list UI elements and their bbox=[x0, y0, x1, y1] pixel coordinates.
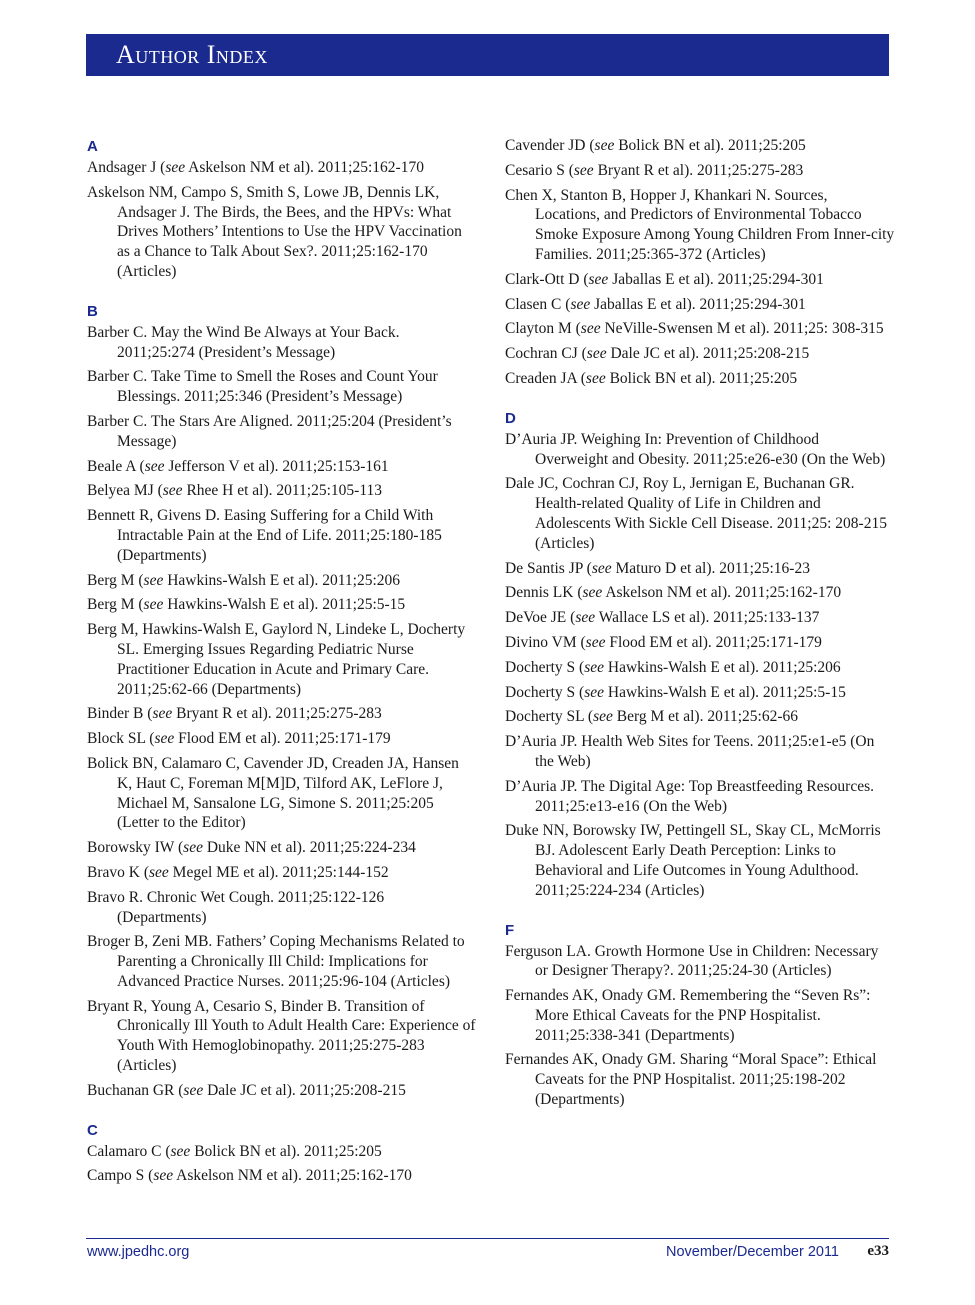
entry-text: Barber C. Take Time to Smell the Roses and Count Your Blessings. 2011;25:346 (President’s Message) bbox=[87, 368, 438, 406]
index-entry bbox=[87, 367, 477, 407]
entry-text: D’Auria JP. Health Web Sites for Teens. 2011;25:e1-e5 (On the Web) bbox=[505, 733, 875, 770]
see-reference: see bbox=[584, 683, 604, 701]
entry-text: Dale JC, Cochran CJ, Roy L, Jernigan E, Buchanan GR. Health-related Quality of Life in Children and Adolescents With Sickle Cell Disease. 2011;25: 208-215 (Articles) bbox=[505, 475, 887, 552]
index-entry bbox=[505, 430, 895, 470]
footer-website[interactable]: www.jpedhc.org bbox=[87, 1244, 190, 1260]
entry-citation: Jefferson V et al). 2011;25:153-161 bbox=[164, 457, 389, 475]
index-entry bbox=[505, 186, 895, 265]
footer-divider bbox=[86, 1238, 889, 1239]
see-reference: see bbox=[165, 159, 186, 176]
entry-citation: Flood EM et al). 2011;25:171-179 bbox=[605, 633, 822, 651]
entry-text: Bravo R. Chronic Wet Cough. 2011;25:122-126 (Departments) bbox=[87, 888, 385, 926]
index-entry bbox=[505, 777, 895, 817]
index-entry bbox=[505, 161, 895, 181]
index-entry bbox=[505, 732, 895, 772]
see-reference: see bbox=[573, 161, 594, 179]
index-entry bbox=[87, 571, 477, 591]
entry-citation: Askelson NM et al). 2011;25:162-170 bbox=[173, 1167, 412, 1185]
index-entry bbox=[505, 683, 895, 703]
index-entry bbox=[505, 319, 895, 339]
index-entry bbox=[505, 1050, 895, 1109]
entry-citation: NeVille-Swensen M et al). 2011;25: 308-315 bbox=[600, 320, 884, 338]
index-column-left bbox=[87, 136, 477, 1191]
entry-citation: Berg M et al). 2011;25:62-66 bbox=[612, 708, 799, 726]
see-reference: see bbox=[594, 137, 615, 154]
index-entry bbox=[505, 583, 895, 603]
see-reference: see bbox=[570, 295, 591, 313]
index-entry bbox=[505, 270, 895, 290]
entry-text: Creaden JA ( bbox=[505, 369, 586, 387]
entry-text: DeVoe JE ( bbox=[505, 609, 576, 627]
index-entry bbox=[87, 457, 477, 477]
section-gap bbox=[505, 906, 895, 920]
entry-text: Bolick BN, Calamaro C, Cavender JD, Creaden JA, Hansen K, Haut C, Foreman M[M]D, Tilford AK, LeFlore J, Michael M, Sansalone LG, Simone S. 2011;25:205 (Letter to the Editor) bbox=[87, 754, 459, 832]
entry-text: Berg M ( bbox=[87, 596, 144, 614]
see-reference: see bbox=[183, 1081, 204, 1099]
index-entry bbox=[87, 863, 477, 883]
index-entry bbox=[87, 620, 477, 699]
entry-citation: Wallace LS et al). 2011;25:133-137 bbox=[595, 609, 820, 627]
index-entry bbox=[505, 136, 895, 156]
see-reference: see bbox=[162, 482, 183, 500]
entry-citation: Rhee H et al). 2011;25:105-113 bbox=[182, 482, 383, 500]
section-letter: F bbox=[505, 921, 515, 939]
entry-text: Cochran CJ ( bbox=[505, 345, 587, 363]
see-reference: see bbox=[143, 571, 164, 589]
entry-text: Docherty S ( bbox=[505, 658, 585, 676]
entry-text: Duke NN, Borowsky IW, Pettingell SL, Skay CL, McMorris BJ. Adolescent Early Death Perception: Links to Behavioral and Life Outcomes in Young Adulthood. 2011;25:224-234 (Articles) bbox=[505, 822, 881, 899]
index-entry bbox=[87, 183, 477, 282]
entry-text: Berg M, Hawkins-Walsh E, Gaylord N, Lindeke L, Docherty SL. Emerging Issues Regarding Pediatric Nurse Practitioner Education in Acute and Primary Care. 2011;25:62-66 (Departments) bbox=[87, 621, 466, 698]
see-reference: see bbox=[584, 658, 604, 676]
index-entry bbox=[505, 608, 895, 628]
entry-citation: Askelson NM et al). 2011;25:162-170 bbox=[185, 159, 424, 176]
footer-issue-date: November/December 2011 bbox=[665, 1244, 839, 1260]
index-entry bbox=[505, 295, 895, 315]
entry-text: De Santis JP ( bbox=[505, 559, 592, 577]
entry-text: Divino VM ( bbox=[505, 633, 586, 651]
index-entry bbox=[505, 559, 895, 579]
entry-text: Belyea MJ ( bbox=[87, 482, 163, 500]
entry-citation: Duke NN et al). 2011;25:224-234 bbox=[202, 839, 416, 857]
entry-text: Cesario S ( bbox=[505, 161, 574, 179]
entry-text: Bennett R, Givens D. Easing Suffering for a Child With Intractable Pain at the End of Life. 2011;25:180-185 (Departments) bbox=[87, 507, 442, 564]
entry-text: Askelson NM, Campo S, Smith S, Lowe JB, Dennis LK, Andsager J. The Birds, the Bees, and the HPVs: What Drives Mothers’ Intentions to Use the HPV Vaccination as a Chance to Talk About Sex?. 2011;25:162-170 (Articles) bbox=[87, 183, 462, 280]
entry-citation: Hawkins-Walsh E et al). 2011;25:5-15 bbox=[604, 683, 846, 701]
entry-text: Bravo K ( bbox=[87, 863, 149, 881]
entry-text: Calamaro C ( bbox=[87, 1142, 171, 1160]
index-entry bbox=[505, 821, 895, 900]
index-entry bbox=[87, 754, 477, 833]
entry-text: Docherty S ( bbox=[505, 683, 585, 701]
entry-text: D’Auria JP. The Digital Age: Top Breastfeeding Resources. 2011;25:e13-e16 (On the Web) bbox=[505, 777, 874, 815]
entry-citation: Bolick BN et al). 2011;25:205 bbox=[190, 1142, 382, 1160]
entry-citation: Hawkins-Walsh E et al). 2011;25:206 bbox=[604, 658, 841, 676]
footer-page-number: e33 bbox=[867, 1243, 889, 1259]
index-entry bbox=[87, 997, 477, 1076]
see-reference: see bbox=[580, 320, 601, 338]
index-entry bbox=[87, 506, 477, 565]
entry-text: Block SL ( bbox=[87, 730, 155, 748]
index-entry bbox=[505, 344, 895, 364]
entry-text: Campo S ( bbox=[87, 1167, 154, 1185]
see-reference: see bbox=[144, 457, 165, 475]
entry-text: Dennis LK ( bbox=[505, 584, 583, 602]
index-entry bbox=[505, 474, 895, 553]
entry-text: Bryant R, Young A, Cesario S, Binder B. Transition of Chronically Ill Youth to Adult Health Care: Experience of Youth With Hemoglobinopathy. 2011;25:275-283 (Articles) bbox=[87, 997, 476, 1075]
entry-text: Andsager J ( bbox=[87, 159, 166, 176]
see-reference: see bbox=[586, 345, 607, 363]
entry-text: Fernandes AK, Onady GM. Sharing “Moral Space”: Ethical Caveats for the PNP Hospitalist. 2011;25:198-202 (Departments) bbox=[505, 1051, 877, 1109]
entry-citation: Dale JC et al). 2011;25:208-215 bbox=[606, 345, 810, 363]
entry-citation: Maturo D et al). 2011;25:16-23 bbox=[611, 559, 810, 577]
index-column-right bbox=[505, 136, 895, 1115]
entry-text: Barber C. May the Wind Be Always at Your Back. 2011;25:274 (President’s Message) bbox=[87, 323, 400, 361]
entry-citation: Megel ME et al). 2011;25:144-152 bbox=[168, 863, 389, 881]
index-entry bbox=[87, 888, 477, 928]
entry-text: Chen X, Stanton B, Hopper J, Khankari N. Sources, Locations, and Predictors of Environmental Tobacco Smoke Exposure Among Young Children From Inner-city Families. 2011;25:365-372 (Articles) bbox=[505, 186, 895, 263]
index-entry bbox=[87, 838, 477, 858]
index-entry bbox=[87, 412, 477, 452]
index-entry bbox=[87, 1142, 477, 1162]
entry-text: Barber C. The Stars Are Aligned. 2011;25:204 (President’s Message) bbox=[87, 412, 452, 450]
entry-text: D’Auria JP. Weighing In: Prevention of Childhood Overweight and Obesity. 2011;25:e26-e30 (On the Web) bbox=[505, 430, 886, 468]
entry-citation: Jaballas E et al). 2011;25:294-301 bbox=[608, 270, 824, 288]
see-reference: see bbox=[585, 633, 606, 651]
index-entry bbox=[87, 158, 477, 178]
index-entry bbox=[505, 986, 895, 1045]
see-reference: see bbox=[154, 730, 175, 748]
section-gap bbox=[87, 1106, 477, 1120]
header-banner bbox=[86, 34, 889, 76]
entry-text: Clark-Ott D ( bbox=[505, 270, 589, 288]
entry-citation: Hawkins-Walsh E et al). 2011;25:206 bbox=[163, 571, 401, 589]
entry-citation: Bolick BN et al). 2011;25:205 bbox=[614, 137, 806, 154]
index-entry bbox=[87, 1081, 477, 1101]
entry-text: Ferguson LA. Growth Hormone Use in Children: Necessary or Designer Therapy?. 2011;25:24-30 (Articles) bbox=[505, 942, 879, 980]
entry-text: Borowsky IW ( bbox=[87, 839, 184, 857]
entry-citation: Bolick BN et al). 2011;25:205 bbox=[605, 369, 798, 387]
section-gap bbox=[505, 394, 895, 408]
section-letter: C bbox=[87, 1121, 98, 1139]
see-reference: see bbox=[575, 609, 596, 627]
index-entry bbox=[505, 942, 895, 982]
entry-citation: Bryant R et al). 2011;25:275-283 bbox=[593, 161, 804, 179]
entry-text: Broger B, Zeni MB. Fathers’ Coping Mechanisms Related to Parenting a Chronically Ill Child: Implications for Advanced Practice Nurses. 2011;25:96-104 (Articles) bbox=[87, 933, 465, 990]
entry-text: Clayton M ( bbox=[505, 320, 581, 338]
section-letter: B bbox=[87, 302, 98, 320]
entry-citation: Jaballas E et al). 2011;25:294-301 bbox=[590, 295, 806, 313]
section-gap bbox=[87, 287, 477, 301]
entry-text: Binder B ( bbox=[87, 705, 153, 723]
index-entry bbox=[87, 323, 477, 363]
see-reference: see bbox=[591, 559, 612, 577]
see-reference: see bbox=[170, 1142, 191, 1160]
index-entry bbox=[87, 704, 477, 724]
entry-text: Berg M ( bbox=[87, 571, 144, 589]
section-letter: D bbox=[505, 409, 516, 427]
index-entry bbox=[505, 658, 895, 678]
index-entry bbox=[87, 595, 477, 615]
index-entry bbox=[87, 729, 477, 749]
section-letter: A bbox=[87, 138, 98, 155]
entry-citation: Askelson NM et al). 2011;25:162-170 bbox=[602, 584, 842, 602]
see-reference: see bbox=[593, 708, 613, 726]
page-title: Author Index bbox=[116, 40, 268, 69]
entry-citation: Dale JC et al). 2011;25:208-215 bbox=[203, 1081, 406, 1099]
index-entry bbox=[505, 633, 895, 653]
entry-text: Buchanan GR ( bbox=[87, 1081, 184, 1099]
see-reference: see bbox=[143, 596, 164, 614]
index-entry bbox=[505, 707, 895, 727]
see-reference: see bbox=[585, 369, 606, 387]
entry-citation: Bryant R et al). 2011;25:275-283 bbox=[172, 705, 382, 723]
entry-text: Fernandes AK, Onady GM. Remembering the “Seven Rs”: More Ethical Caveats for the PNP Hospitalist. 2011;25:338-341 (Departments) bbox=[505, 987, 871, 1044]
entry-text: Cavender JD ( bbox=[505, 137, 595, 154]
entry-text: Clasen C ( bbox=[505, 295, 571, 313]
see-reference: see bbox=[588, 270, 609, 288]
index-entry bbox=[87, 481, 477, 501]
see-reference: see bbox=[149, 863, 169, 881]
see-reference: see bbox=[153, 1167, 174, 1185]
entry-citation: Flood EM et al). 2011;25:171-179 bbox=[174, 730, 391, 748]
entry-text: Docherty SL ( bbox=[505, 708, 594, 726]
index-entry bbox=[505, 369, 895, 389]
see-reference: see bbox=[183, 839, 203, 857]
index-entry bbox=[87, 1166, 477, 1186]
see-reference: see bbox=[152, 705, 173, 723]
index-entry bbox=[87, 932, 477, 991]
entry-text: Beale A ( bbox=[87, 457, 145, 475]
see-reference: see bbox=[582, 584, 603, 602]
entry-citation: Hawkins-Walsh E et al). 2011;25:5-15 bbox=[163, 596, 406, 614]
